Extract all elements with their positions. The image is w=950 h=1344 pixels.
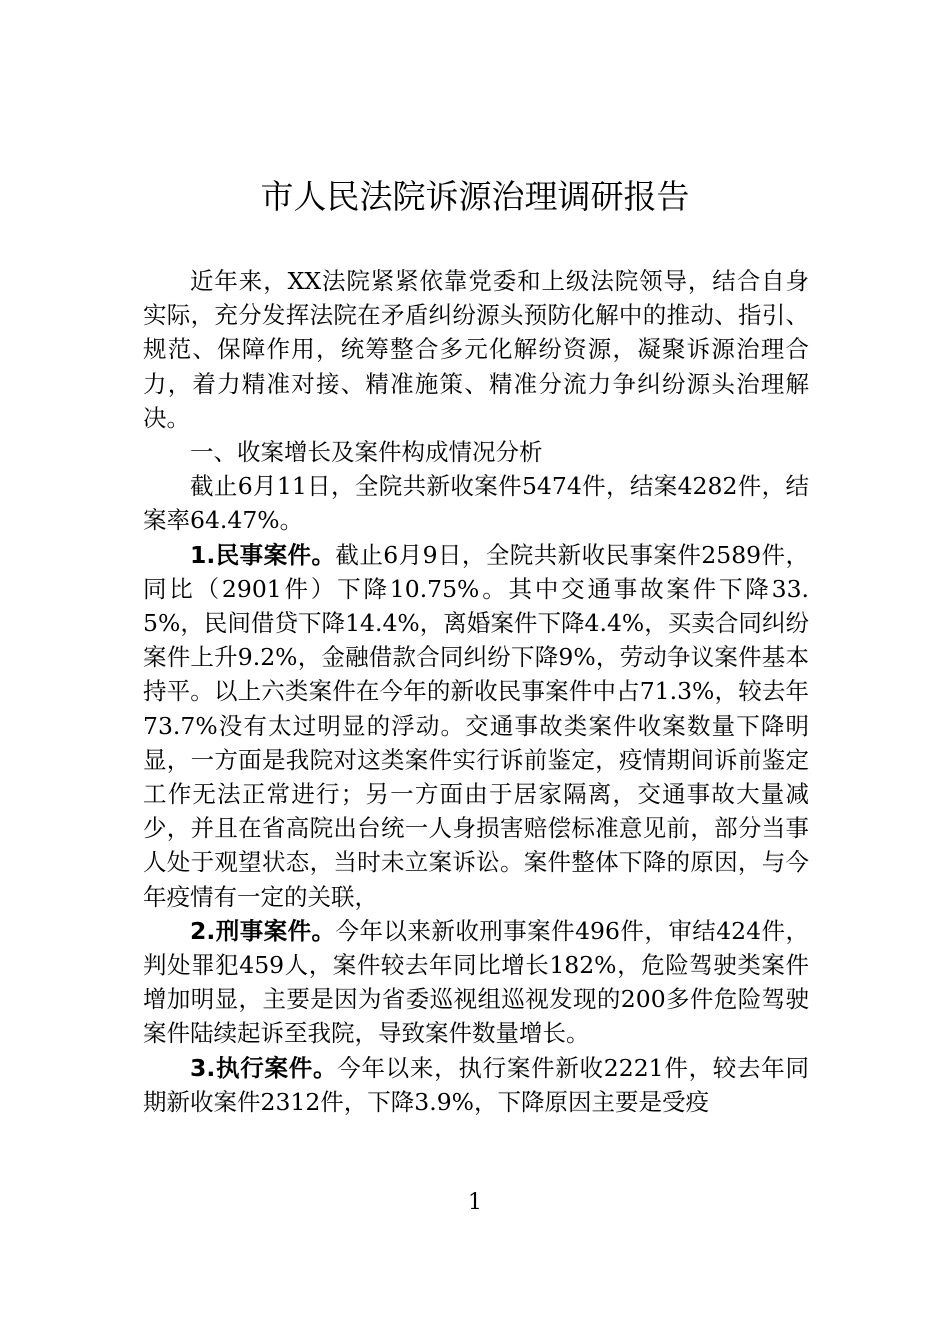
paragraph-summary xyxy=(143,469,809,537)
section-heading xyxy=(143,435,809,469)
document-body xyxy=(143,264,809,1119)
page-number: 1 xyxy=(468,1190,482,1215)
paragraph-intro xyxy=(143,264,809,435)
document-title: 市人民法院诉源治理调研报告 xyxy=(260,177,690,216)
paragraph-text: 截止6月11日，全院共新收案件5474件，结案4282件，结案率64.47%。 xyxy=(143,472,809,535)
paragraph-lead: 3.执行案件。 xyxy=(190,1053,338,1082)
paragraph-lead: 1.民事案件。 xyxy=(190,540,336,569)
paragraph-lead: 2.刑事案件。 xyxy=(190,916,336,945)
paragraph-criminal-cases xyxy=(143,914,809,1051)
paragraph-text: 一、收案增长及案件构成情况分析 xyxy=(190,438,543,467)
paragraph-text: 今年以来新收刑事案件496件，审结424件，判处罪犯459人，案件较去年同比增长182%，危险驾驶类案件增加明显，主要是因为省委巡视组巡视发现的200多件危险驾驶案件陆续起诉至我院，导致案件数量增长。 xyxy=(143,916,810,1048)
paragraph-text: 今年以来，执行案件新收2221件，较去年同期新收案件2312件，下降3.9%，下降原因主要是受疫 xyxy=(143,1053,810,1116)
paragraph-text: 近年来，XX法院紧紧依靠党委和上级法院领导，结合自身实际，充分发挥法院在矛盾纠纷源头预防化解中的推动、指引、规范、保障作用，统筹整合多元化解纷资源，凝聚诉源治理合力，着力精准对接、精准施策、精准分流力争纠纷源头治理解决。 xyxy=(143,267,809,432)
paragraph-civil-cases xyxy=(143,538,809,914)
paragraph-text: 截止6月9日，全院共新收民事案件2589件，同比（2901件）下降10.75%。其中交通事故案件下降33.5%，民间借贷下降14.4%，离婚案件下降4.4%，买卖合同纠纷案件上升9.2%，金融借款合同纠纷下降9%，劳动争议案件基本持平。以上六类案件在今年的新收民事案件中占71.3%，较去年73.7%没有太过明显的浮动。交通事故类案件收案数量下降明显，一方面是我院对这类案件实行诉前鉴定，疫情期间诉前鉴定工作无法正常进行；另一方面由于居家隔离，交通事故大量减少，并且在省高院出台统一人身损害赔偿标准意见前，部分当事人处于观望状态，当时未立案诉讼。案件整体下降的原因，与今年疫情有一定的关联， xyxy=(143,540,809,911)
paragraph-enforcement-cases xyxy=(143,1051,809,1119)
